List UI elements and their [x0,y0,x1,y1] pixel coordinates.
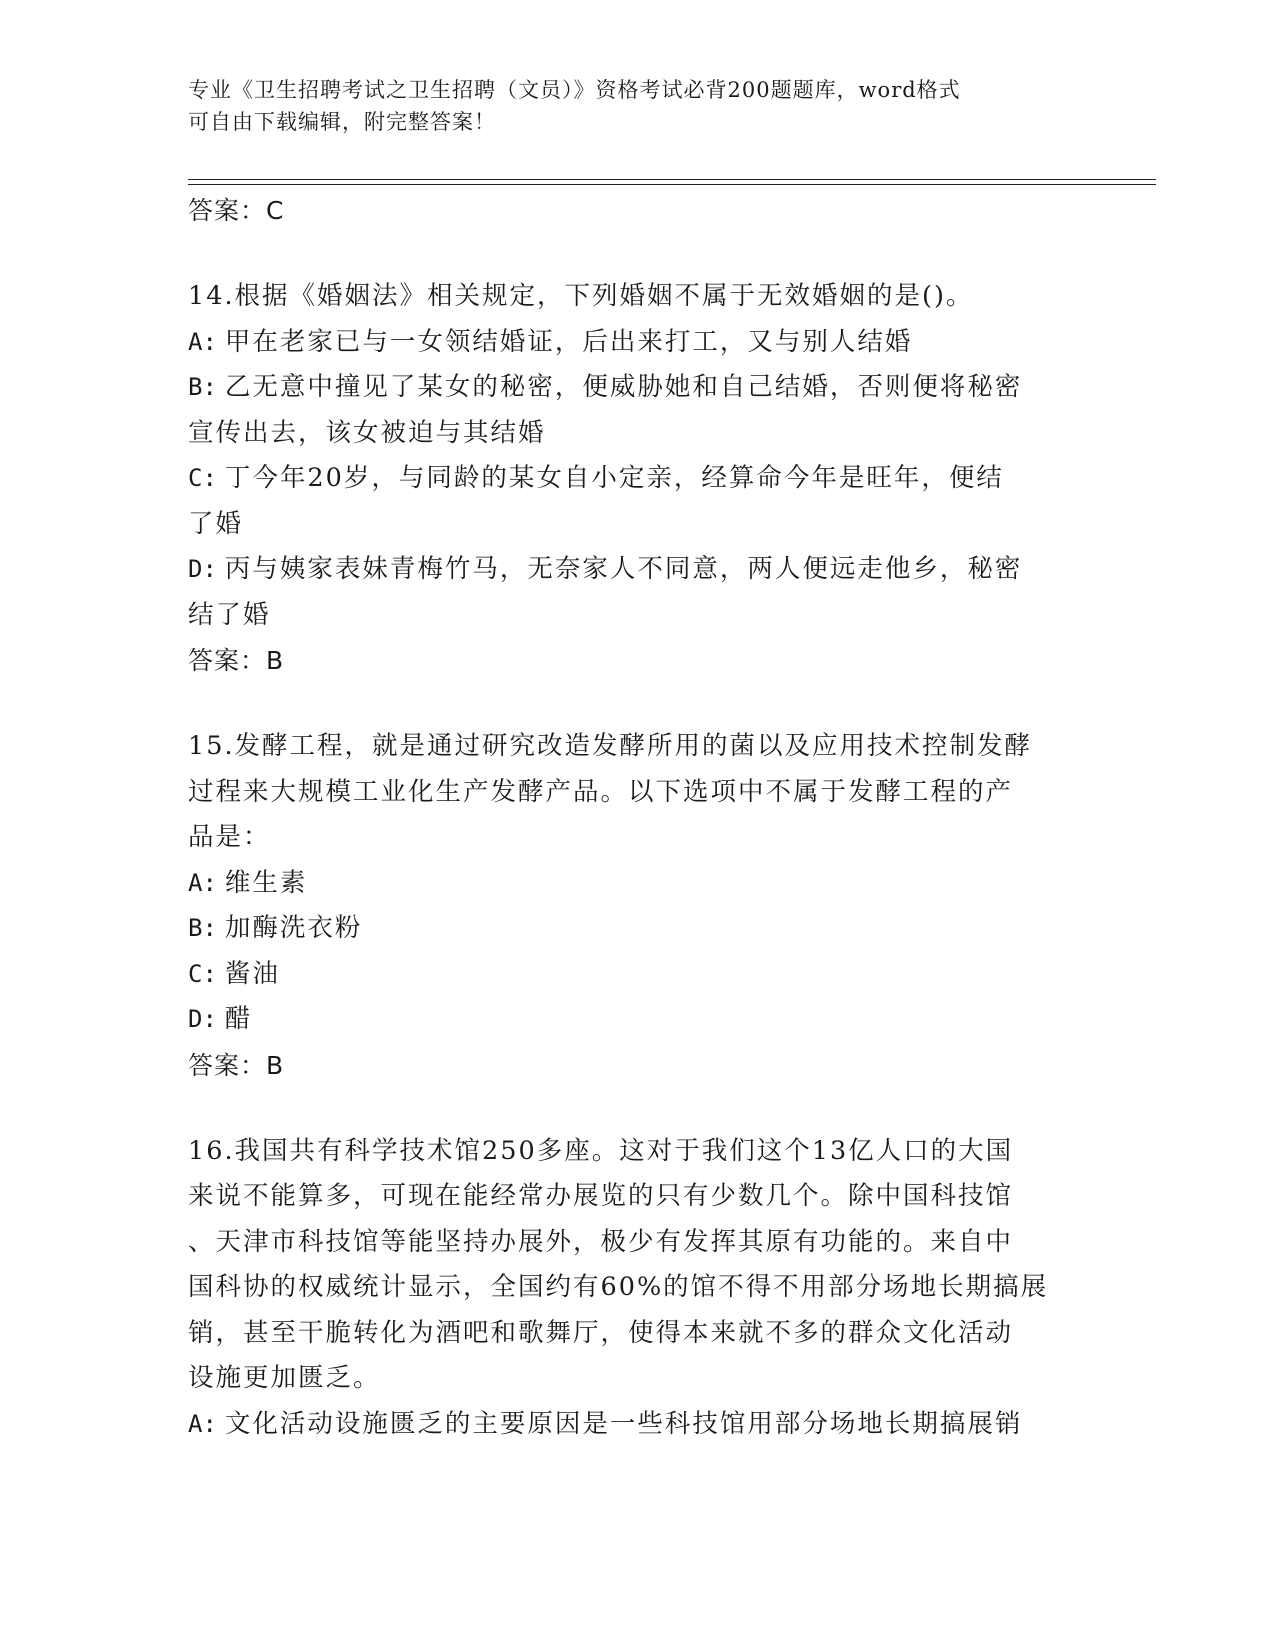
option-c-continued: 了婚 [188,508,244,539]
question-text: 、天津市科技馆等能坚持办展外，极少有发挥其原有功能的。来自中 [188,1226,1014,1257]
option-text: 维生素 [224,867,308,898]
option-text: 文化活动设施匮乏的主要原因是一些科技馆用部分场地长期搞展销 [224,1408,1023,1439]
answer-line: 答案：C [188,196,285,225]
answer-line: 答案：B [188,1050,285,1080]
option-key: C: [188,464,217,492]
option-text: 丙与姨家表妹青梅竹马，无奈家人不同意，两人便远走他乡，秘密 [224,554,1023,584]
question-text: 国科协的权威统计显示，全国约有60%的馆不得不用部分场地长期搞展 [188,1272,1049,1302]
option-text: 甲在老家已与一女领结婚证，后出来打工，又与别人结婚 [224,326,913,357]
option-d-continued: 结了婚 [188,599,271,630]
option-a [188,320,1088,366]
question-block-16 [188,1129,1088,1448]
option-text: 丁今年20岁，与同龄的某女自小定亲，经算命今年是旺年，便结 [224,463,1004,493]
question-text: 过程来大规模工业化生产发酵产品。以下选项中不属于发酵工程的产 [188,776,1014,807]
question-block-14 [188,274,1088,684]
header-line-2: 可自由下载编辑，附完整答案！ [188,110,496,134]
option-c [188,952,1088,998]
option-key: D: [188,1005,217,1033]
option-text: 乙无意中撞见了某女的秘密，便威胁她和自己结婚，否则便将秘密 [224,372,1023,402]
option-key: B: [188,373,217,401]
option-key: A: [188,868,217,897]
option-text: 酱油 [224,958,280,989]
option-text: 加酶洗衣粉 [224,913,363,943]
option-a [188,861,1088,907]
option-key: A: [188,1409,217,1438]
header-line-1: 专业《卫生招聘考试之卫生招聘（文员）》资格考试必背200题题库，word格式 [188,78,961,102]
option-d [188,997,1088,1043]
question-text: 销，甚至干脆转化为酒吧和歌舞厅，使得本来就不多的群众文化活动 [188,1317,1014,1348]
option-b [188,365,1088,411]
option-b-continued: 宣传出去，该女被迫与其结婚 [188,417,546,448]
header-rule-bottom [188,184,1156,185]
question-text: 来说不能算多，可现在能经常办展览的只有少数几个。除中国科技馆 [188,1181,1014,1211]
option-a [188,1402,1088,1448]
question-text: 品是： [188,822,271,852]
option-key: D: [188,555,217,583]
option-key: C: [188,959,217,988]
question-text: 16.我国共有科学技术馆250多座。这对于我们这个13亿人口的大国 [188,1135,1014,1166]
document-header [188,74,1068,138]
option-b [188,906,1088,952]
option-d [188,547,1088,593]
document-body [188,188,1088,1447]
question-block-15 [188,724,1088,1089]
question-text: 设施更加匮乏。 [188,1363,381,1393]
option-key: A: [188,327,217,356]
option-text: 醋 [224,1004,253,1034]
option-key: B: [188,914,217,942]
option-c [188,456,1088,502]
question-text: 14.根据《婚姻法》相关规定，下列婚姻不属于无效婚姻的是()。 [188,281,974,311]
header-rule-top [188,179,1156,180]
answer-line: 答案：B [188,646,285,675]
question-text: 15.发酵工程，就是通过研究改造发酵所用的菌以及应用技术控制发酵 [188,731,1033,761]
